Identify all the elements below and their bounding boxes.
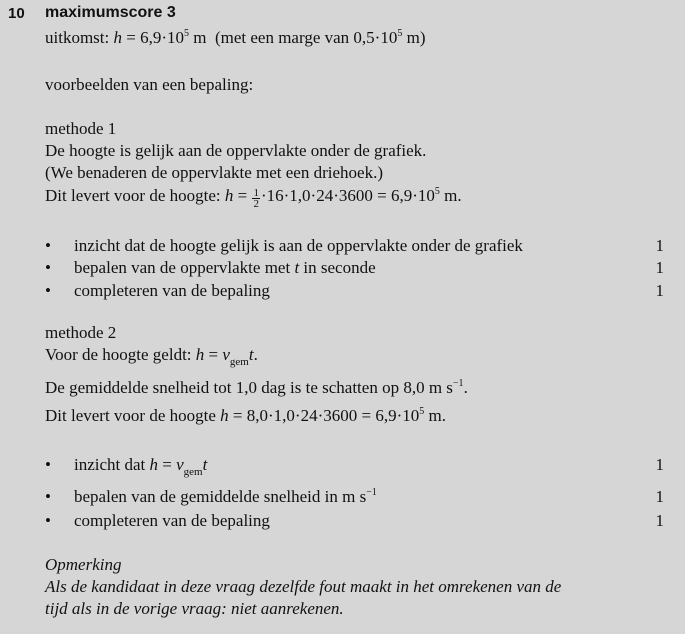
method2-line2 <box>45 378 468 398</box>
method2-t: t <box>248 345 254 364</box>
criterion-text-a: bepalen van de oppervlakte met <box>74 258 295 277</box>
method2-v: v <box>222 345 230 364</box>
criterion-score: 1 <box>655 511 664 530</box>
criterion-eq: = <box>158 455 177 474</box>
criterion-text: completeren van de bepaling <box>74 281 270 300</box>
bullet-icon: • <box>45 511 51 530</box>
bullet-icon: • <box>45 487 51 506</box>
method1-line2: (We benaderen de oppervlakte met een driehoek.) <box>45 163 383 182</box>
criterion-h: h <box>149 455 159 474</box>
remark-line1: Als de kandidaat in deze vraag dezelfde fout maakt in het omrekenen van de <box>45 577 562 596</box>
method2-line1 <box>45 345 258 368</box>
criterion-sub: gem <box>183 466 203 478</box>
method2-line3-eq: = 8,0·1,0·24·3600 = 6,9·10 <box>228 406 420 425</box>
method1-unit: m. <box>439 186 462 205</box>
criterion-text <box>74 487 377 507</box>
margin-exp: 5 <box>397 28 403 39</box>
method2-line3-prefix: Dit levert voor de hoogte <box>45 406 216 425</box>
margin-text: (met een marge van 0,5·10 <box>214 28 398 47</box>
method1-rest: ·16·1,0·24·3600 = 6,9·10 <box>260 186 435 205</box>
method2-line3-exp: 5 <box>419 406 425 417</box>
bullet-icon: • <box>45 258 51 277</box>
result-unit: m <box>188 28 207 47</box>
criterion-text-b: in seconde <box>299 258 376 277</box>
criterion-text-a: inzicht dat <box>74 455 150 474</box>
method2-line3-unit: m. <box>424 406 446 425</box>
result-label: uitkomst: <box>45 28 110 47</box>
criterion-exp: −1 <box>366 487 377 498</box>
method2-title: methode 2 <box>45 323 117 342</box>
remark-title: Opmerking <box>45 555 122 574</box>
method2-line2-text: De gemiddelde snelheid tot 1,0 dag is te schatten op 8,0 m s <box>45 378 453 397</box>
criterion-text: completeren van de bepaling <box>74 511 270 530</box>
method2-line1-prefix: Voor de hoogte geldt: <box>45 345 192 364</box>
method2-sub: gem <box>229 356 249 368</box>
margin-end: m) <box>402 28 426 47</box>
bullet-icon: • <box>45 455 51 474</box>
method1-line3-prefix: Dit levert voor de hoogte: <box>45 186 221 205</box>
criterion-score: 1 <box>655 258 664 277</box>
method1-line1: De hoogte is gelijk aan de oppervlakte onder de grafiek. <box>45 141 427 160</box>
criterion-score: 1 <box>655 281 664 300</box>
criterion-v: v <box>176 455 184 474</box>
method1-exp: 5 <box>434 186 440 197</box>
method2-line2-exp: −1 <box>452 378 464 389</box>
method2-line3 <box>45 406 446 426</box>
criterion-text: inzicht dat de hoogte gelijk is aan de oppervlakte onder de grafiek <box>74 236 523 255</box>
criterion-text <box>74 455 208 478</box>
result-eq: = 6,9·10 <box>121 28 184 47</box>
method2-eq: = <box>204 345 223 364</box>
bullet-icon: • <box>45 236 51 255</box>
result-line <box>45 28 425 48</box>
criterion-t: t <box>202 455 208 474</box>
method2-line2-end: . <box>463 378 468 397</box>
examples-heading: voorbeelden van een bepaling: <box>45 75 254 94</box>
criterion-score: 1 <box>655 455 664 474</box>
method1-var: h <box>224 186 234 205</box>
criterion-text <box>74 258 376 278</box>
remark-line2: tijd als in de vorige vraag: niet aanrekenen. <box>45 599 344 618</box>
result-exp: 5 <box>183 28 189 39</box>
method1-eq: = <box>233 186 252 205</box>
criterion-var: t <box>294 258 300 277</box>
method2-h: h <box>195 345 205 364</box>
criterion-score: 1 <box>655 487 664 506</box>
question-number: 10 <box>8 5 25 22</box>
criterion-score: 1 <box>655 236 664 255</box>
criterion-text-a: bepalen van de gemiddelde snelheid in m s <box>74 487 367 506</box>
fraction-numerator: 1 <box>253 187 259 199</box>
method1-title: methode 1 <box>45 119 117 138</box>
bullet-icon: • <box>45 281 51 300</box>
method2-dot: . <box>253 345 258 364</box>
method1-line3 <box>45 186 462 209</box>
result-var: h <box>113 28 122 47</box>
max-score-title: maximumscore 3 <box>45 4 176 21</box>
fraction-denominator: 2 <box>253 198 259 210</box>
fraction-half <box>252 188 260 209</box>
method2-line3-var: h <box>220 406 229 425</box>
